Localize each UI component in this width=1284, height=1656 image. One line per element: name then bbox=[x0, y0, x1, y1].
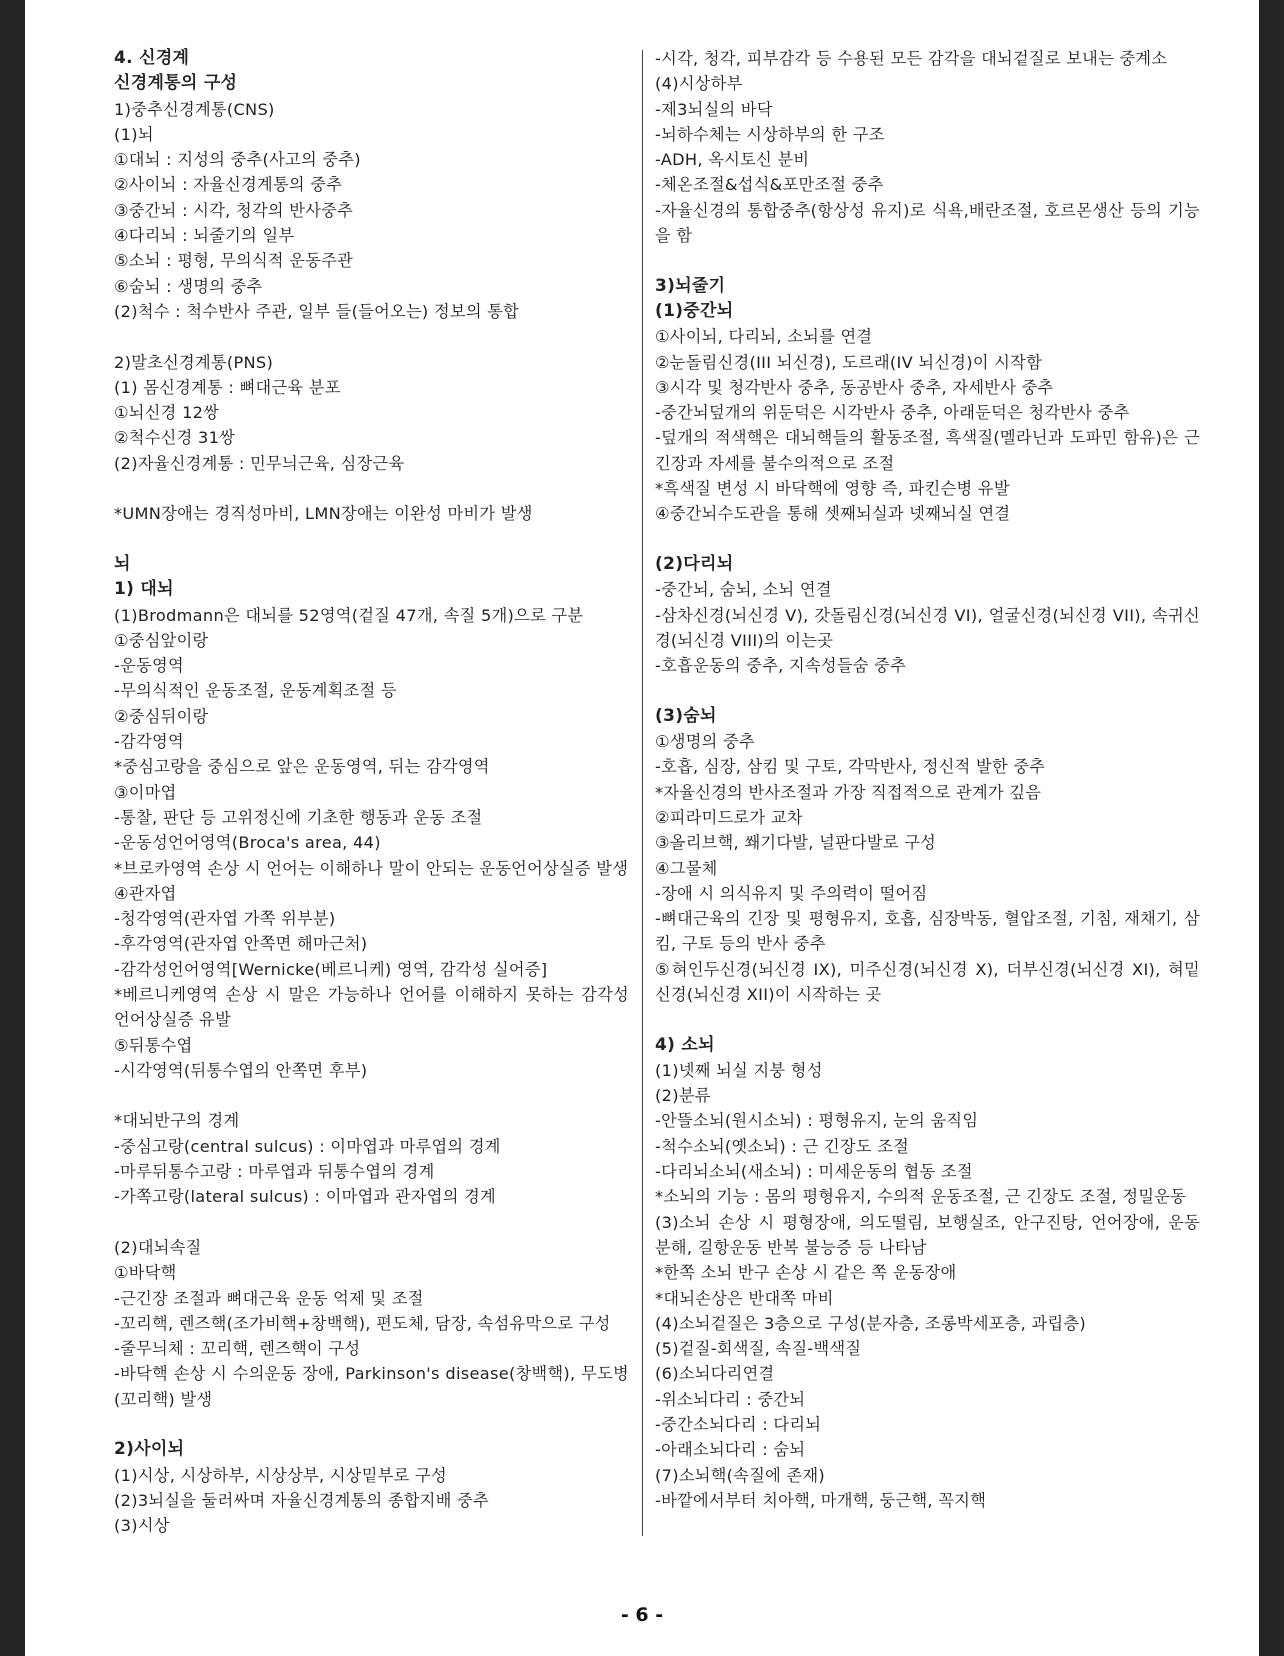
list-item: ②사이뇌 : 자율신경계통의 중추 bbox=[114, 175, 343, 195]
list-item: -ADH, 옥시토신 분비 bbox=[655, 150, 810, 170]
list-item: (3)소뇌 손상 시 평형장애, 의도떨림, 보행실조, 안구진탕, 언어장애, 운동 분해, 길항운동 반복 불능증 등 나타남 bbox=[655, 1212, 1200, 1257]
list-item: -감각성언어영역[Wernicke(베르니케) 영역, 감각성 실어증] bbox=[114, 959, 548, 979]
list-item: -삼차신경(뇌신경 V), 갓돌림신경(뇌신경 VI), 얼굴신경(뇌신경 VII), 속귀신경(뇌신경 VIII)의 이는곳 bbox=[655, 605, 1200, 650]
list-item: ④관자엽 bbox=[114, 883, 177, 903]
list-item: -뇌하수체는 시상하부의 한 구조 bbox=[655, 124, 885, 144]
brain-subheading: (1)뇌 bbox=[114, 124, 154, 144]
list-item: -제3뇌실의 바닥 bbox=[655, 99, 773, 119]
cns-heading: 1)중추신경계통(CNS) bbox=[114, 99, 275, 119]
list-item: -청각영역(관자엽 가쪽 위부분) bbox=[114, 909, 336, 929]
list-item: *자율신경의 반사조절과 가장 직접적으로 관계가 깊음 bbox=[655, 782, 1042, 802]
list-item: ⑤혀인두신경(뇌신경 IX), 미주신경(뇌신경 X), 더부신경(뇌신경 XI), 혀밑신경(뇌신경 XII)이 시작하는 곳 bbox=[655, 959, 1200, 1004]
somatic-line: (1) 몸신경계통 : 뼈대근육 분포 bbox=[114, 377, 341, 397]
list-item: (1)넷째 뇌실 지붕 형성 bbox=[655, 1060, 823, 1080]
list-item: ⑤뒤통수엽 bbox=[114, 1035, 193, 1055]
list-item: -중간뇌, 숨뇌, 소뇌 연결 bbox=[655, 580, 832, 600]
list-item: ③올리브핵, 쐐기다발, 널판다발로 구성 bbox=[655, 833, 937, 853]
list-item: -척수소뇌(옛소뇌) : 근 긴장도 조절 bbox=[655, 1136, 910, 1156]
list-item: -호흡운동의 중추, 지속성들숨 중추 bbox=[655, 656, 907, 676]
list-item: -덮개의 적색핵은 대뇌핵들의 활동조절, 흑색질(멜라닌과 도파민 함유)은 근긴장과 자세를 불수의적으로 조절 bbox=[655, 428, 1200, 473]
list-item: -가쪽고랑(lateral sulcus) : 이마엽과 관자엽의 경계 bbox=[114, 1187, 496, 1207]
list-item: (2)3뇌실을 둘러싸며 자율신경계통의 종합지배 중추 bbox=[114, 1490, 489, 1510]
list-item: -무의식적인 운동조절, 운동계획조절 등 bbox=[114, 681, 397, 701]
list-item: -체온조절&섭식&포만조절 중추 bbox=[655, 175, 884, 195]
list-item: ②눈돌림신경(III 뇌신경), 도르래(IV 뇌신경)이 시작함 bbox=[655, 352, 1043, 372]
list-item: -호흡, 심장, 삼킴 및 구토, 각막반사, 정신적 발한 중추 bbox=[655, 757, 1046, 777]
list-item: ①바닥핵 bbox=[114, 1263, 177, 1283]
boundary-heading: *대뇌반구의 경계 bbox=[114, 1111, 240, 1131]
umn-note: *UMN장애는 경직성마비, LMN장애는 이완성 마비가 발생 bbox=[114, 504, 533, 524]
wernicke-note: *베르니케영역 손상 시 말은 가능하나 언어를 이해하지 못하는 감각성 언어상실증 유발 bbox=[114, 984, 629, 1030]
left-column bbox=[114, 46, 629, 1539]
list-item: ②피라미드로가 교차 bbox=[655, 807, 803, 827]
list-item: ④중간뇌수도관을 통해 셋째뇌실과 넷째뇌실 연결 bbox=[655, 504, 1011, 524]
list-item: ②중심뒤이랑 bbox=[114, 706, 209, 726]
list-item: ①사이뇌, 다리뇌, 소뇌를 연결 bbox=[655, 327, 873, 347]
list-item: -중간뇌덮개의 위둔덕은 시각반사 중추, 아래둔덕은 청각반사 중추 bbox=[655, 403, 1130, 423]
list-item: -마루뒤통수고랑 : 마루엽과 뒤통수엽의 경계 bbox=[114, 1162, 435, 1182]
pns-heading: 2)말초신경계통(PNS) bbox=[114, 352, 274, 372]
list-item: -다리뇌소뇌(새소뇌) : 미세운동의 협동 조절 bbox=[655, 1162, 973, 1182]
list-item: (7)소뇌핵(속질에 존재) bbox=[655, 1465, 826, 1485]
list-item: *흑색질 변성 시 바닥핵에 영향 즉, 파킨슨병 유발 bbox=[655, 479, 1010, 499]
list-item: (2)분류 bbox=[655, 1086, 711, 1106]
section-title: 신경계통의 구성 bbox=[114, 73, 238, 94]
list-item: -아래소뇌다리 : 숨뇌 bbox=[655, 1440, 806, 1460]
list-item: -위소뇌다리 : 중간뇌 bbox=[655, 1389, 806, 1409]
list-item: -뼈대근육의 긴장 및 평형유지, 호흡, 심장박동, 혈압조절, 기침, 재채기, 삼킴, 구토 등의 반사 중추 bbox=[655, 909, 1200, 954]
list-item: ①대뇌 : 지성의 중추(사고의 중추) bbox=[114, 150, 361, 170]
list-item: -중간소뇌다리 : 다리뇌 bbox=[655, 1415, 822, 1435]
list-item: ③중간뇌 : 시각, 청각의 반사중추 bbox=[114, 200, 354, 220]
list-item: (5)겉질-회색질, 속질-백색질 bbox=[655, 1339, 862, 1359]
list-item: -장애 시 의식유지 및 주의력이 떨어짐 bbox=[655, 883, 928, 903]
list-item: ②척수신경 31쌍 bbox=[114, 428, 236, 448]
list-item: *소뇌의 기능 : 몸의 평형유지, 수의적 운동조절, 근 긴장도 조절, 정밀운동 bbox=[655, 1187, 1187, 1207]
list-item: -바닥핵 손상 시 수의운동 장애, Parkinson's disease(창백핵), 무도병(꼬리핵) 발생 bbox=[114, 1364, 629, 1409]
broca-note: *브로카영역 손상 시 언어는 이해하나 말이 안되는 운동언어상실증 발생 bbox=[114, 858, 629, 878]
list-item: -바깥에서부터 치아핵, 마개핵, 둥근핵, 꼭지핵 bbox=[655, 1490, 987, 1510]
list-item: ④다리뇌 : 뇌줄기의 일부 bbox=[114, 226, 295, 246]
list-item: -중심고랑(central sulcus) : 이마엽과 마루엽의 경계 bbox=[114, 1136, 501, 1156]
list-item: *대뇌손상은 반대쪽 마비 bbox=[655, 1288, 834, 1308]
page-number: - 6 - bbox=[620, 1604, 664, 1626]
column-divider bbox=[642, 50, 643, 1536]
list-item: -안뜰소뇌(원시소뇌) : 평형유지, 눈의 움직임 bbox=[655, 1111, 979, 1131]
list-item: ①생명의 중추 bbox=[655, 732, 755, 752]
brain-heading: 뇌 bbox=[114, 553, 131, 574]
diencephalon-heading: 2)사이뇌 bbox=[114, 1439, 185, 1460]
list-item: ③시각 및 청각반사 중추, 동공반사 중추, 자세반사 중추 bbox=[655, 377, 1054, 397]
cerebrum-heading: 1) 대뇌 bbox=[114, 579, 174, 600]
midbrain-heading: (1)중간뇌 bbox=[655, 300, 734, 321]
document-page bbox=[25, 0, 1259, 1656]
brainstem-heading: 3)뇌줄기 bbox=[655, 275, 726, 296]
thalamus-continuation: -시각, 청각, 피부감각 등 수용된 모든 감각을 대뇌겉질로 보내는 중계소 bbox=[655, 49, 1168, 68]
list-item: -시각영역(뒤통수엽의 안쪽면 후부) bbox=[114, 1060, 368, 1080]
hypothalamus-heading: (4)시상하부 bbox=[655, 74, 743, 94]
list-item: -후각영역(관자엽 안쪽면 해마근처) bbox=[114, 934, 368, 954]
spinal-cord-line: (2)척수 : 척수반사 주관, 일부 들(들어오는) 정보의 통합 bbox=[114, 301, 520, 321]
list-item: ④그물체 bbox=[655, 858, 718, 878]
list-item: -감각영역 bbox=[114, 732, 184, 752]
pons-heading: (2)다리뇌 bbox=[655, 553, 734, 574]
right-column bbox=[655, 46, 1200, 1513]
medulla-oblongata-heading: (3)숨뇌 bbox=[655, 705, 717, 726]
brodmann-line: (1)Brodmann은 대뇌를 52영역(겉질 47개, 속질 5개)으로 구분 bbox=[114, 605, 584, 625]
list-item: (3)시상 bbox=[114, 1516, 170, 1536]
list-item: (1)시상, 시상하부, 시상상부, 시상밑부로 구성 bbox=[114, 1465, 447, 1485]
list-item: ⑥숨뇌 : 생명의 중추 bbox=[114, 276, 263, 296]
list-item: ①중심앞이랑 bbox=[114, 630, 209, 650]
list-item: ①뇌신경 12쌍 bbox=[114, 403, 220, 423]
list-item: -통찰, 판단 등 고위정신에 기초한 행동과 운동 조절 bbox=[114, 807, 483, 827]
list-item: -꼬리핵, 렌즈핵(조가비핵+창백핵), 편도체, 담장, 속섬유막으로 구성 bbox=[114, 1313, 611, 1333]
list-item: -근긴장 조절과 뼈대근육 운동 억제 및 조절 bbox=[114, 1288, 424, 1308]
list-item: *한쪽 소뇌 반구 손상 시 같은 쪽 운동장애 bbox=[655, 1263, 957, 1283]
list-item: ⑤소뇌 : 평형, 무의식적 운동주관 bbox=[114, 251, 354, 271]
autonomic-line: (2)자율신경계통 : 민무늬근육, 심장근육 bbox=[114, 453, 405, 473]
medulla-heading: (2)대뇌속질 bbox=[114, 1237, 202, 1257]
list-item: ③이마엽 bbox=[114, 782, 177, 802]
list-item: -운동영역 bbox=[114, 656, 184, 676]
cerebellum-heading: 4) 소뇌 bbox=[655, 1034, 715, 1055]
list-item: -운동성언어영역(Broca's area, 44) bbox=[114, 833, 381, 853]
list-item: *중심고랑을 중심으로 앞은 운동영역, 뒤는 감각영역 bbox=[114, 757, 490, 777]
list-item: -자율신경의 통합중추(항상성 유지)로 식욕,배란조절, 호르몬생산 등의 기능을 함 bbox=[655, 200, 1200, 246]
list-item: (6)소뇌다리연결 bbox=[655, 1364, 775, 1384]
list-item: (4)소뇌겉질은 3층으로 구성(분자층, 조롱박세포층, 과립층) bbox=[655, 1313, 1086, 1333]
list-item: -줄무늬체 : 꼬리핵, 렌즈핵이 구성 bbox=[114, 1339, 361, 1359]
chapter-title: 4. 신경계 bbox=[114, 48, 190, 68]
